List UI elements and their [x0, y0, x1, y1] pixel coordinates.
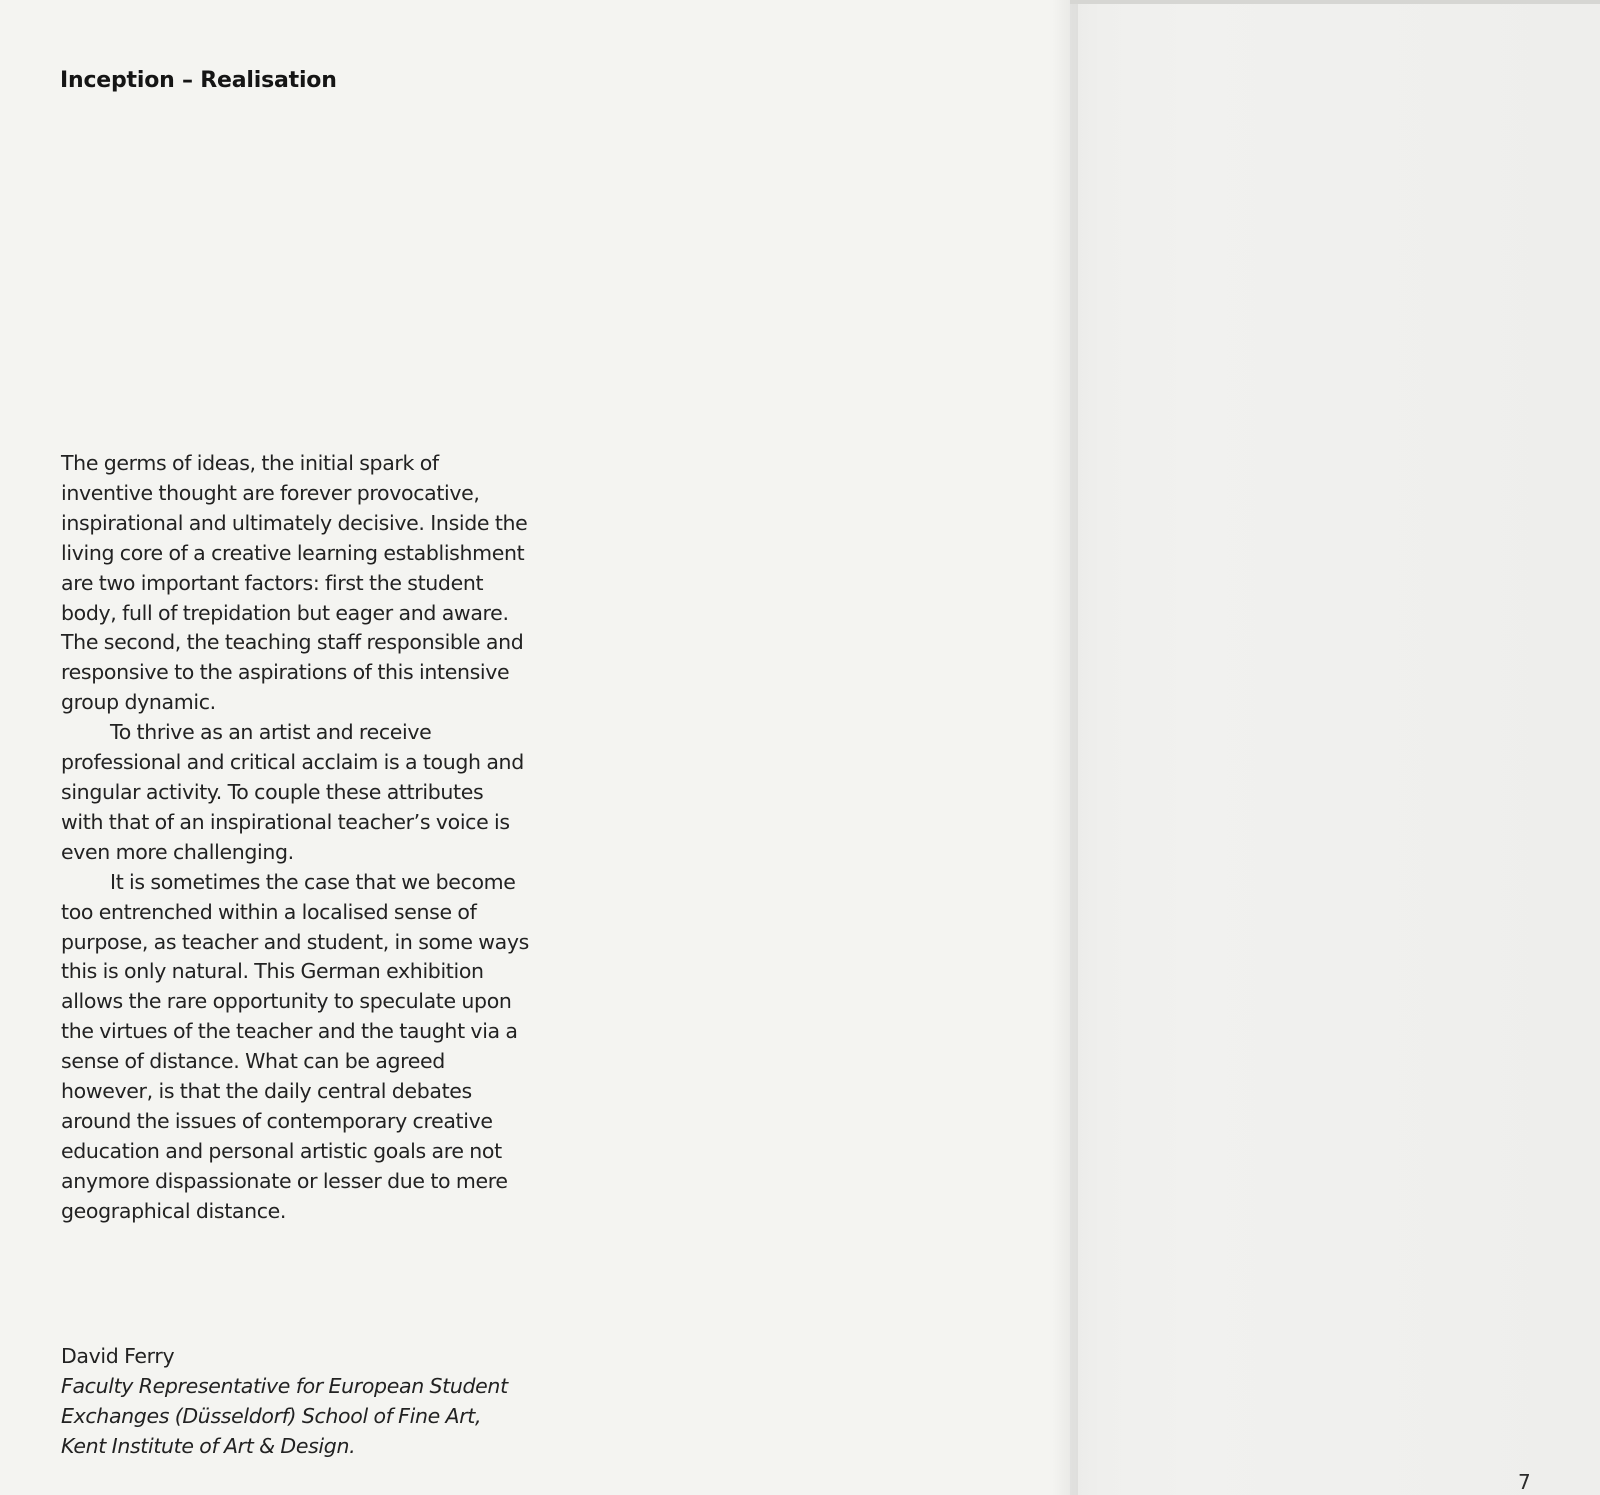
article-body [61, 449, 531, 1227]
author-name: David Ferry [61, 1344, 175, 1368]
author-affiliation-line: Kent Institute of Art & Design. [61, 1434, 356, 1458]
page-gutter [1052, 0, 1078, 1495]
page-edge [1070, 0, 1600, 4]
author-affiliation-line: Faculty Representative for European Student [61, 1374, 508, 1398]
page-title: Inception – Realisation [60, 68, 337, 93]
paragraph: The germs of ideas, the initial spark of inventive thought are forever provocative, inspirational and ultimately decisive. Inside the living core of a creative learning establishment are two important factors: first the student body, full of trepidation but eager and aware. The second, the teaching staff responsible and responsive to the aspirations of this intensive group dynamic. [61, 451, 528, 715]
paragraph: It is sometimes the case that we become too entrenched within a localised sense of purpose, as teacher and student, in some ways this is only natural. This German exhibition allows the rare opportunity to speculate upon the virtues of the teacher and the taught via a sense of distance. What can be agreed however, is that the daily central debates around the issues of contemporary creative education and personal artistic goals are not anymore dispassionate or lesser due to mere geographical distance. [61, 869, 530, 1223]
paragraph: To thrive as an artist and receive professional and critical acclaim is a tough and singular activity. To couple these attributes with that of an inspirational teacher’s voice is even more challenging. [61, 720, 524, 864]
author-affiliation-line: Exchanges (Düsseldorf) School of Fine Art, [61, 1404, 482, 1428]
author-signature [61, 1341, 561, 1461]
right-page [1070, 0, 1600, 1495]
page-number: 7 [1518, 1470, 1531, 1494]
